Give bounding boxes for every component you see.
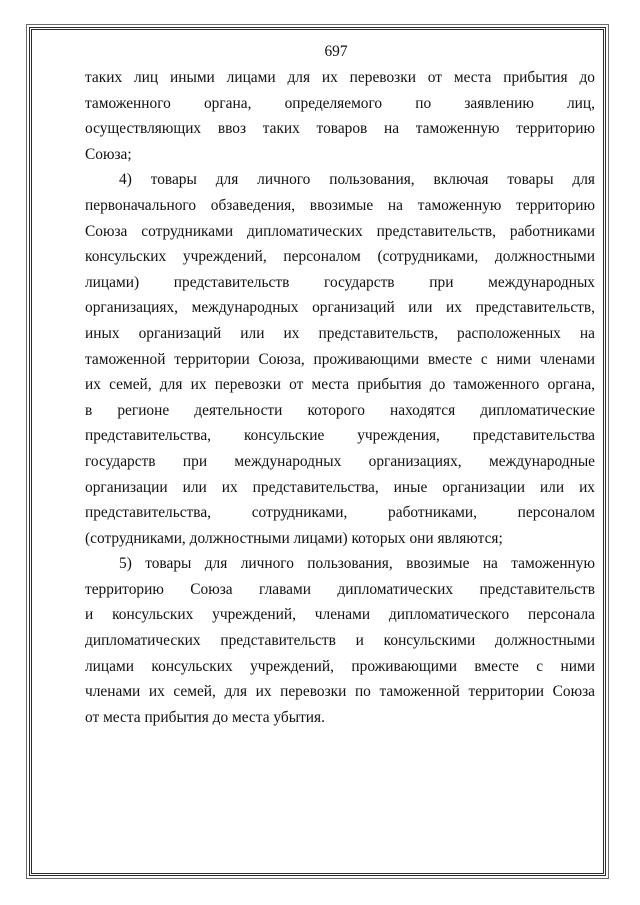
- text-line: (сотрудниками, должностными лицами) которых они являются;: [85, 529, 503, 547]
- page-number: 697: [324, 43, 348, 60]
- text-line: первоначального обзаведения, ввозимые на таможенную территорию: [85, 196, 595, 214]
- text-line: представительства, сотрудниками, работниками, персоналом: [85, 504, 595, 522]
- text-line: территорию Союза главами дипломатических представительств: [85, 580, 595, 598]
- text-line: Союза;: [85, 145, 132, 163]
- text-line: таможенного органа, определяемого по заявлению лиц,: [85, 94, 595, 112]
- paragraph: [85, 65, 595, 167]
- text-line: от места прибытия до места убытия.: [85, 708, 325, 726]
- text-line: государств при международных организациях, международные: [85, 452, 595, 470]
- text-line: 5) товары для личного пользования, ввозимые на таможенную: [119, 555, 595, 573]
- text-line: их семей, для их перевозки от места прибытия до таможенного органа,: [85, 376, 595, 394]
- text-line: лицами консульских учреждений, проживающими вместе с ними: [85, 657, 595, 675]
- text-line: представительства, консульские учреждения, представительства: [85, 427, 595, 445]
- text-line: Союза сотрудниками дипломатических представительств, работниками: [85, 222, 595, 240]
- text-line: иных организаций или их представительств, расположенных на: [85, 324, 595, 342]
- text-line: организациях, международных организаций или их представительств,: [85, 299, 595, 317]
- text-line: осуществляющих ввоз таких товаров на таможенную территорию: [85, 120, 595, 138]
- text-line: и консульских учреждений, членами дипломатического персонала: [85, 606, 595, 624]
- text-line: лицами) представительств государств при международных: [85, 273, 595, 291]
- paragraph-list: [85, 65, 595, 730]
- paragraph: [85, 167, 595, 551]
- text-line: организации или их представительства, иные организации или их: [85, 478, 595, 496]
- text-line: консульских учреждений, персоналом (сотрудниками, должностными: [85, 248, 595, 266]
- text-line: в регионе деятельности которого находятся дипломатические: [85, 401, 595, 419]
- text-line: таких лиц иными лицами для их перевозки от места прибытия до: [85, 69, 595, 86]
- text-line: членами их семей, для их перевозки по таможенной территории Союза: [85, 683, 595, 701]
- text-line: 4) товары для личного пользования, включая товары для: [119, 171, 595, 189]
- page-content: [85, 38, 595, 730]
- text-line: таможенной территории Союза, проживающими вместе с ними членами: [85, 350, 595, 368]
- paragraph: [85, 551, 595, 730]
- text-line: дипломатических представительств и консульскими должностными: [85, 632, 595, 650]
